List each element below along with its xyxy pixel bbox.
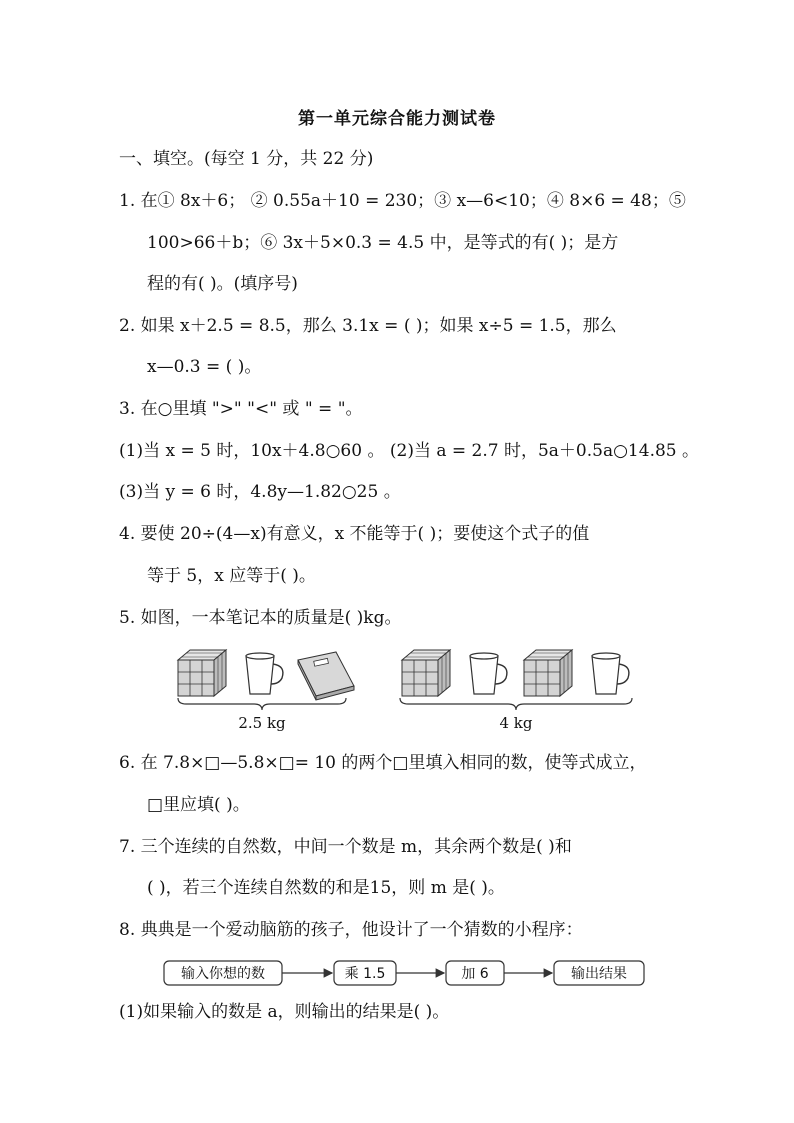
page-title: 第一单元综合能力测试卷 [298,109,496,129]
q3-line2: (1)当 x = 5 时，10x＋4.8○60 。 (2)当 a = 2.7 时，5a＋0.5a○14.85 。 [119,441,700,461]
flow-label-multiply: 乘 1.5 [344,966,386,982]
flow-label-output: 输出结果 [571,966,627,982]
right-weight-label: 4 kg [499,714,533,732]
q7-line1: 7. 三个连续的自然数，中间一个数是 m，其余两个数是( )和 [119,837,572,857]
q5-line1: 5. 如图，一本笔记本的质量是( )kg。 [119,608,402,628]
section-heading: 一、填空。(每空 1 分，共 22 分) [119,149,374,169]
q6-line2: □里应填( )。 [147,795,250,815]
q6-line1: 6. 在 7.8×□—5.8×□= 10 的两个□里填入相同的数，使等式成立， [119,753,647,773]
flow-box-add [446,961,504,985]
q1-line2: 100>66＋b；⑥ 3x＋5×0.3 = 4.5 中，是等式的有( )；是方 [147,233,619,253]
q4-line2: 等于 5，x 应等于( )。 [147,566,316,586]
q8-flowchart [160,958,650,988]
q3-line3: (3)当 y = 6 时，4.8y—1.82○25 。 [119,482,401,502]
q2-line2: x—0.3 = ( )。 [147,357,262,377]
q8-line1: 8. 典典是一个爱动脑筋的孩子，他设计了一个猜数的小程序： [119,920,583,940]
q7-line2: ( )，若三个连续自然数的和是15，则 m 是( )。 [147,878,505,898]
cube-icon [524,650,572,696]
flow-box-output [554,961,644,985]
right-brace [400,698,632,710]
flow-label-input: 输入你想的数 [181,966,265,982]
q5-figure [170,644,640,712]
flow-label-add: 加 6 [461,966,489,982]
notebook-icon [298,652,354,700]
q4-line1: 4. 要使 20÷(4—x)有意义，x 不能等于( )；要使这个式子的值 [119,524,590,544]
cup-icon [246,653,283,694]
cube-icon [178,650,226,696]
q3-line1: 3. 在○里填 ">" "<" 或 " = "。 [119,399,363,419]
cup-icon [470,653,507,694]
q1-line3: 程的有( )。(填序号) [147,274,298,294]
cup-icon [592,653,629,694]
left-weight-label: 2.5 kg [238,714,286,732]
q8-sub1: (1)如果输入的数是 a，则输出的结果是( )。 [119,1002,450,1022]
q2-line1: 2. 如果 x＋2.5 = 8.5，那么 3.1x = ( )；如果 x÷5 = 1.5，那么 [119,316,617,336]
flow-box-input [164,961,282,985]
cube-icon [402,650,450,696]
flow-box-multiply [334,961,396,985]
left-brace [178,698,346,710]
q1-line1: 1. 在① 8x＋6； ② 0.55a＋10 = 230；③ x—6<10；④ 8×6 = 48；⑤ [119,191,686,211]
